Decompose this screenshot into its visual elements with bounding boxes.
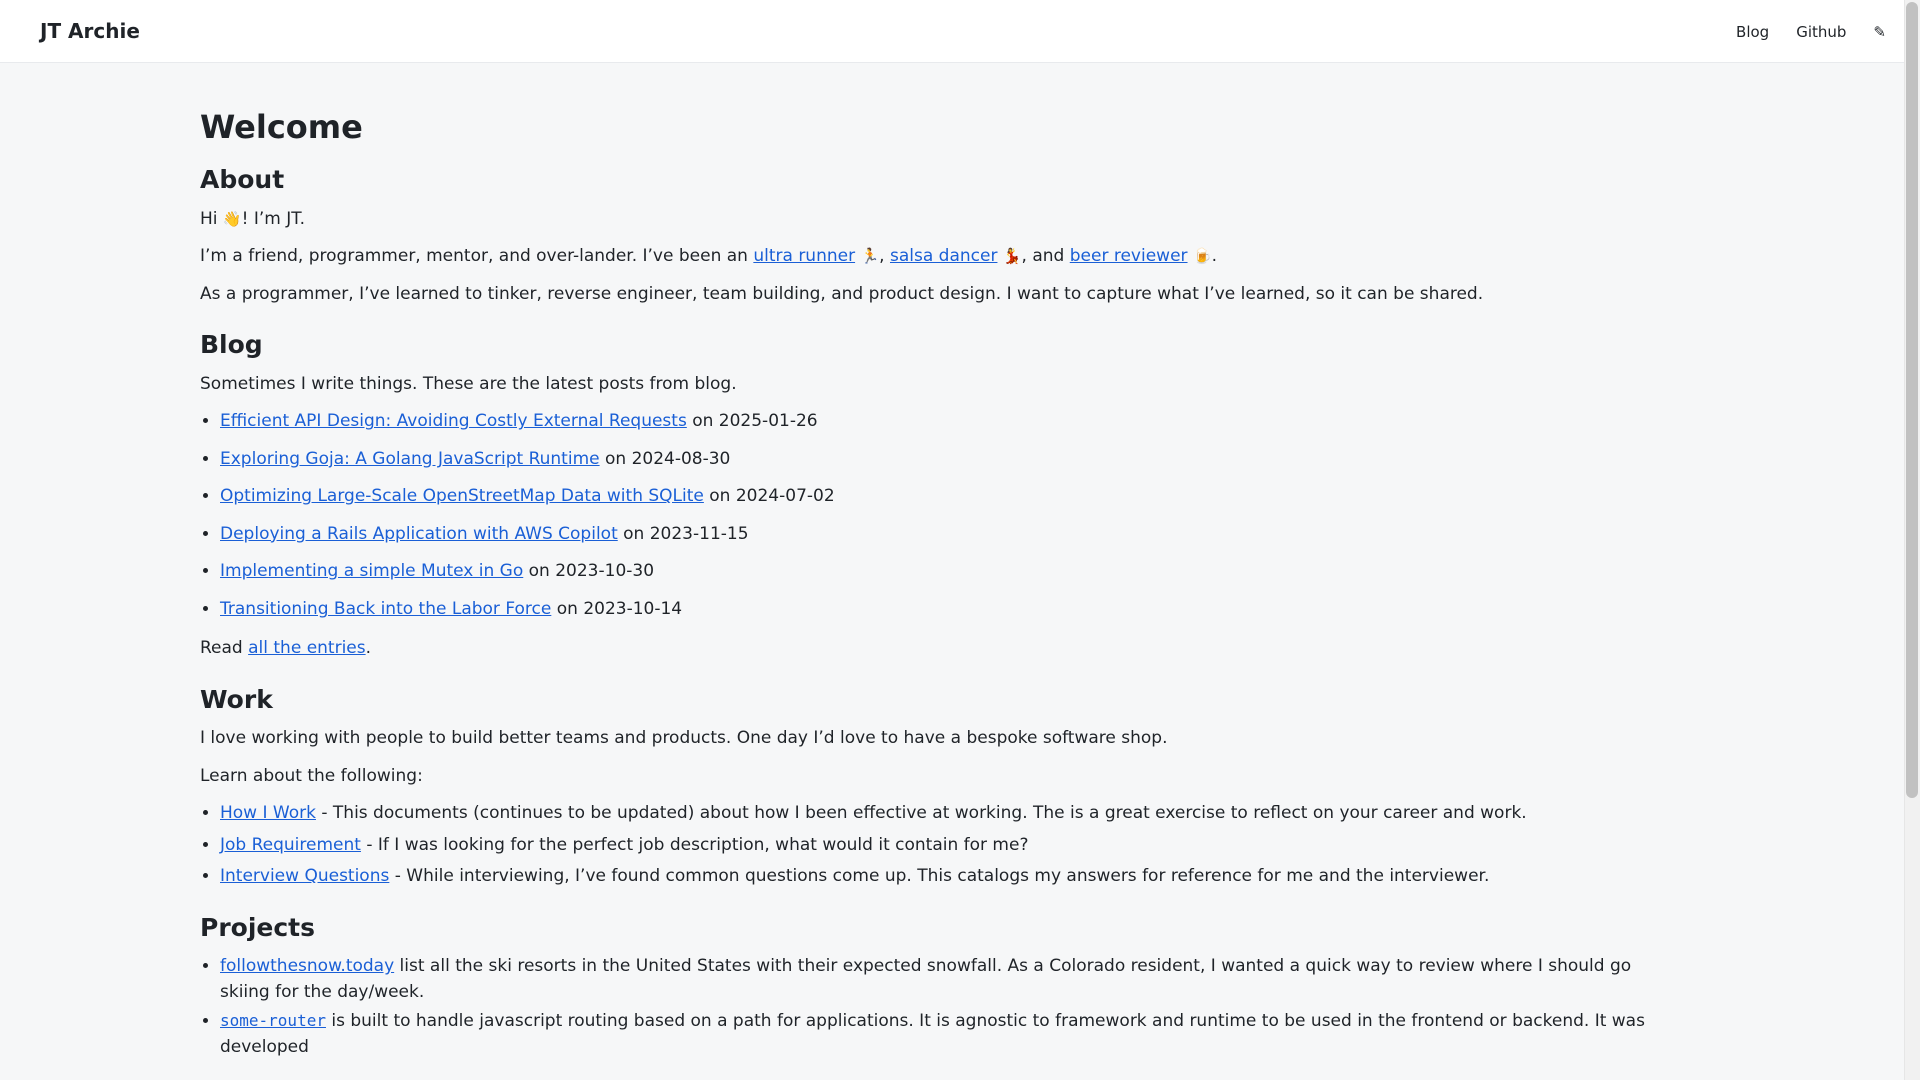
scrollbar-thumb[interactable] bbox=[1906, 2, 1918, 798]
site-brand-link[interactable]: JT Archie bbox=[40, 19, 140, 43]
page-scrollbar[interactable] bbox=[1904, 0, 1920, 1080]
edit-icon[interactable]: ✎ bbox=[1873, 23, 1886, 41]
all-entries-link[interactable]: all the entries bbox=[248, 638, 366, 659]
post-date: on 2024-08-30 bbox=[605, 448, 731, 469]
about-greeting bbox=[200, 207, 1670, 233]
separator-text: , bbox=[879, 246, 890, 267]
read-text: Read bbox=[200, 638, 249, 659]
read-all-entries bbox=[200, 636, 1670, 662]
work-intro: I love working with people to build better teams and products. One day I’d love to have a bespoke software shop. bbox=[200, 728, 1168, 749]
post-date: on 2023-10-30 bbox=[528, 561, 655, 582]
list-item bbox=[220, 1009, 1670, 1060]
how-i-work-link[interactable]: How I Work bbox=[220, 803, 316, 824]
nav-github-link[interactable]: Github bbox=[1796, 23, 1847, 41]
ultra-runner-link[interactable]: ultra runner bbox=[753, 246, 856, 267]
nav-blog-link[interactable]: Blog bbox=[1736, 23, 1770, 41]
project-description: is built to handle javascript routing based on a path for applications. It is agnostic to framework and runtime to be used in the frontend or backend. It was developed bbox=[220, 1011, 1645, 1057]
about-programmer-paragraph: As a programmer, I’ve learned to tinker, reverse engineer, team building, and product design. I want to capture what I’ve learned, so it can be shared. bbox=[200, 283, 1484, 304]
projects-section bbox=[200, 912, 1670, 1061]
waving-hand-icon: 👋 bbox=[222, 209, 242, 228]
blog-intro: Sometimes I write things. These are the latest posts from blog. bbox=[200, 373, 737, 394]
project-description: list all the ski resorts in the United States with their expected snowfall. As a Colorado resident, I wanted a quick way to review where I should go skiing for the day/week. bbox=[220, 956, 1632, 1002]
work-learn-label: Learn about the following: bbox=[200, 765, 423, 786]
list-item bbox=[220, 559, 1670, 585]
blog-post-link[interactable]: Optimizing Large-Scale OpenStreetMap Data with SQLite bbox=[220, 486, 704, 507]
main-content bbox=[200, 100, 1670, 1074]
period-text: . bbox=[365, 638, 372, 659]
list-item bbox=[220, 522, 1670, 548]
about-heading: About bbox=[200, 165, 285, 195]
greeting-text: Hi bbox=[200, 208, 223, 229]
blog-post-link[interactable]: Deploying a Rails Application with AWS Copilot bbox=[220, 523, 618, 544]
top-navbar bbox=[0, 0, 1904, 63]
post-date: on 2023-11-15 bbox=[623, 523, 749, 544]
main-nav bbox=[1709, 23, 1886, 41]
dancer-icon: 💃 bbox=[1002, 247, 1022, 266]
separator-text: , and bbox=[1021, 246, 1070, 267]
work-item-description: - If I was looking for the perfect job description, what would it contain for me? bbox=[360, 834, 1029, 855]
list-item bbox=[220, 954, 1670, 1005]
blog-post-list bbox=[200, 409, 1670, 622]
greeting-text-end: ! I’m JT. bbox=[241, 208, 305, 229]
list-item bbox=[220, 833, 1670, 859]
salsa-dancer-link[interactable]: salsa dancer bbox=[889, 246, 998, 267]
list-item bbox=[220, 864, 1670, 890]
blog-heading: Blog bbox=[200, 330, 263, 360]
about-section bbox=[200, 164, 1670, 307]
work-heading: Work bbox=[200, 684, 273, 714]
period-text: . bbox=[1211, 246, 1218, 267]
blog-post-link[interactable]: Exploring Goja: A Golang JavaScript Runtime bbox=[220, 448, 600, 469]
blog-section bbox=[200, 329, 1670, 662]
post-date: on 2023-10-14 bbox=[556, 598, 683, 619]
post-date: on 2025-01-26 bbox=[692, 411, 818, 432]
post-date: on 2024-07-02 bbox=[709, 486, 835, 507]
list-item bbox=[220, 484, 1670, 510]
work-item-description: - While interviewing, I’ve found common questions come up. This catalogs my answers for reference for me and the interviewer. bbox=[389, 866, 1490, 887]
followthesnow-link[interactable]: followthesnow.today bbox=[220, 956, 395, 977]
page-title: Welcome bbox=[200, 108, 363, 146]
interview-questions-link[interactable]: Interview Questions bbox=[220, 866, 390, 887]
projects-heading: Projects bbox=[200, 912, 316, 942]
blog-post-link[interactable]: Transitioning Back into the Labor Force bbox=[220, 598, 552, 619]
list-item bbox=[220, 447, 1670, 473]
blog-post-link[interactable]: Efficient API Design: Avoiding Costly External Requests bbox=[220, 411, 687, 432]
list-item bbox=[220, 597, 1670, 623]
list-item bbox=[220, 409, 1670, 435]
work-item-description: - This documents (continues to be updated) about how I been effective at working. The is a great exercise to reflect on your career and work. bbox=[315, 803, 1527, 824]
blog-post-link[interactable]: Implementing a simple Mutex in Go bbox=[220, 561, 524, 582]
work-link-list bbox=[200, 801, 1670, 890]
about-intro bbox=[200, 244, 1670, 270]
job-requirement-link[interactable]: Job Requirement bbox=[220, 834, 361, 855]
beer-icon: 🍺 bbox=[1192, 247, 1212, 266]
runner-icon: 🏃 bbox=[860, 247, 880, 266]
project-list bbox=[200, 954, 1670, 1060]
list-item bbox=[220, 801, 1670, 827]
some-router-link[interactable]: some-router bbox=[220, 1011, 326, 1031]
work-section bbox=[200, 684, 1670, 890]
beer-reviewer-link[interactable]: beer reviewer bbox=[1069, 246, 1188, 267]
intro-text: I’m a friend, programmer, mentor, and over-lander. I’ve been an bbox=[200, 246, 754, 267]
